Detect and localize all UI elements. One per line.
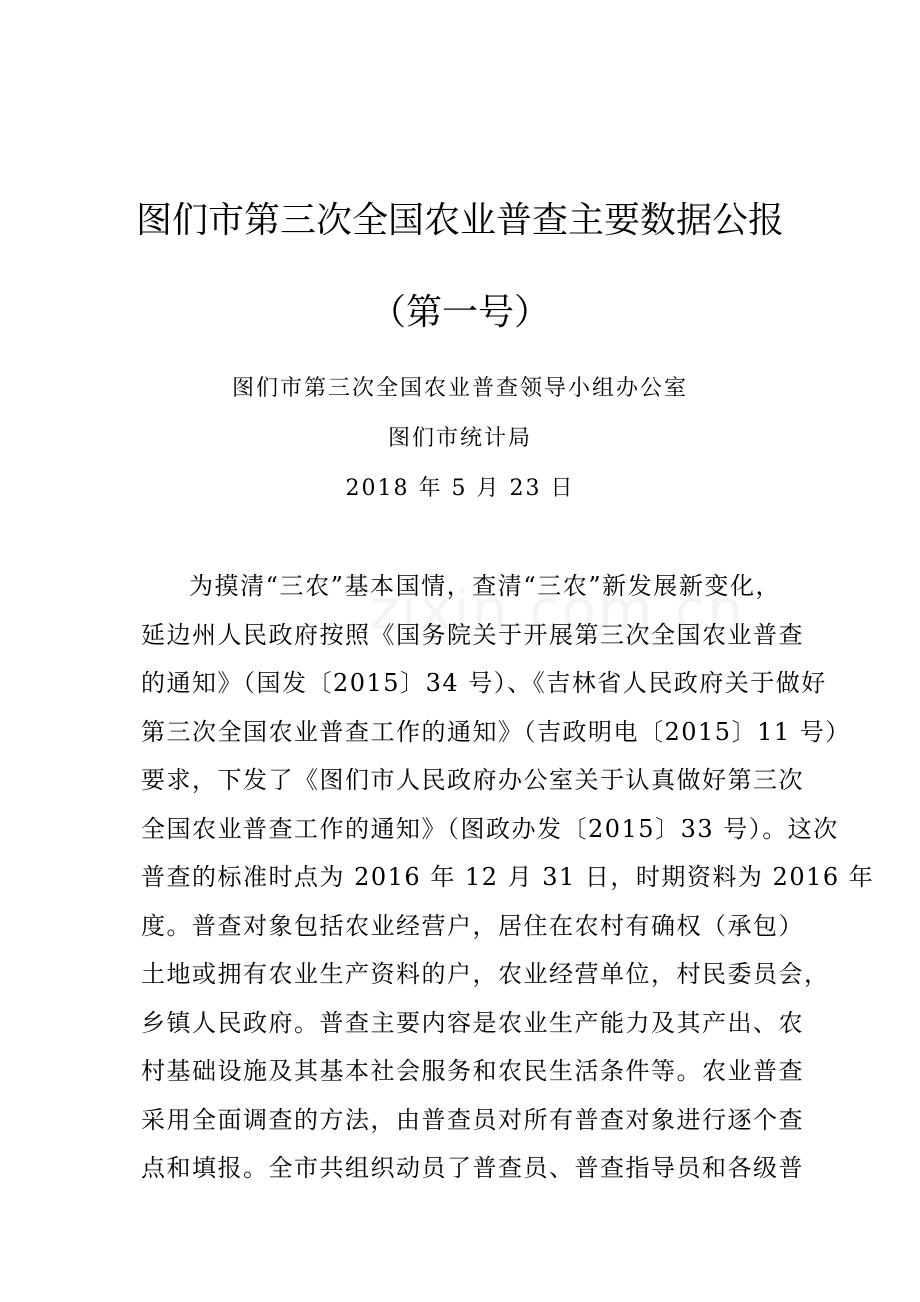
issue-date: 2018 年 5 月 23 日 bbox=[345, 476, 575, 501]
body-line: 第三次全国农业普查工作的通知》（吉政明电〔2015〕11 号） bbox=[141, 717, 851, 746]
body-line: 的通知》（国发〔2015〕34 号）、《吉林省人民政府关于做好 bbox=[141, 669, 827, 697]
body-line: 延边州人民政府按照《国务院关于开展第三次全国农业普查 bbox=[141, 620, 804, 649]
body-paragraph bbox=[141, 562, 875, 1193]
issuer-bureau: 图们市统计局 bbox=[387, 426, 532, 451]
body-line: 度。普查对象包括农业经营户，居住在农村有确权（承包） bbox=[141, 911, 804, 940]
body-line: 为摸清“三农”基本国情，查清“三农”新发展新变化， bbox=[189, 572, 781, 600]
body-line: 全国农业普查工作的通知》（图政办发〔2015〕33 号）。这次 bbox=[141, 814, 839, 843]
body-line: 采用全面调查的方法，由普查员对所有普查对象进行逐个查 bbox=[141, 1105, 804, 1134]
body-line: 点和填报。全市共组织动员了普查员、普查指导员和各级普 bbox=[141, 1154, 804, 1182]
body-line: 普查的标准时点为 2016 年 12 月 31 日，时期资料为 2016 年 bbox=[141, 863, 875, 891]
document-title: 图们市第三次全国农业普查主要数据公报 bbox=[135, 200, 784, 241]
body-line: 乡镇人民政府。普查主要内容是农业生产能力及其产出、农 bbox=[141, 1008, 804, 1037]
body-line: 土地或拥有农业生产资料的户，农业经营单位，村民委员会， bbox=[141, 960, 830, 988]
document-subtitle: （第一号） bbox=[369, 292, 550, 333]
body-line: 村基础设施及其基本社会服务和农民生活条件等。农业普查 bbox=[141, 1057, 804, 1085]
body-line: 要求，下发了《图们市人民政府办公室关于认真做好第三次 bbox=[141, 766, 804, 794]
issuer-office: 图们市第三次全国农业普查领导小组办公室 bbox=[231, 376, 688, 401]
